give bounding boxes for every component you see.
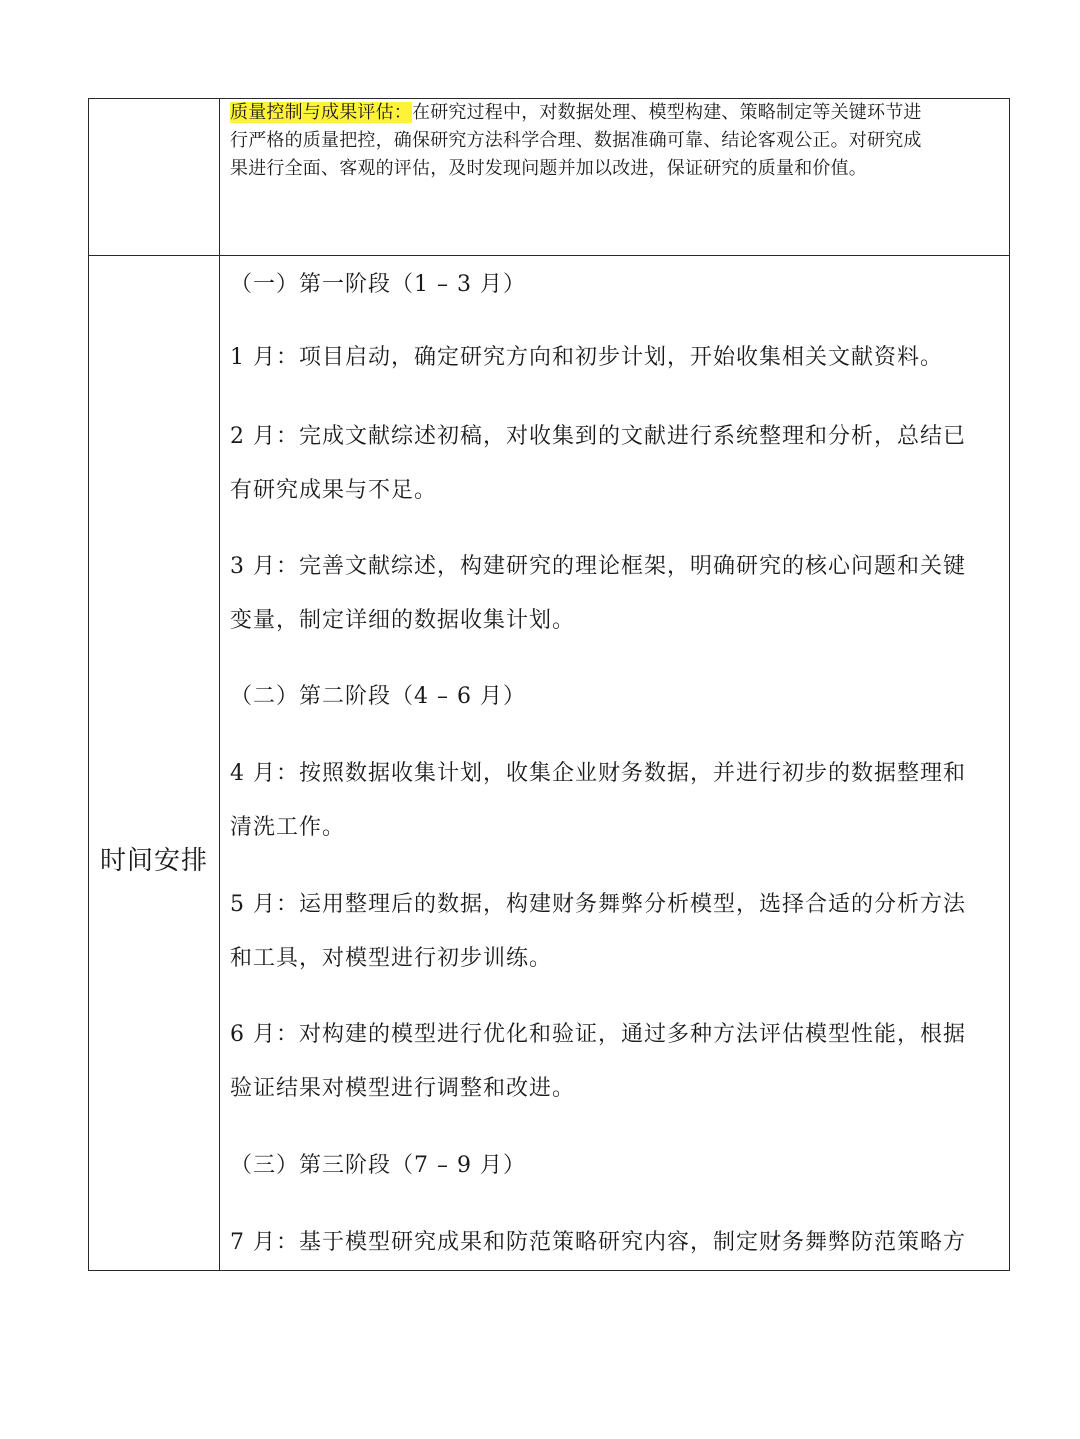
phase-3-heading: （三）第三阶段（7 – 9 月） (230, 1153, 526, 1178)
document-table (88, 98, 1010, 1271)
schedule-line: 2 月：完成文献综述初稿，对收集到的文献进行系统整理和分析，总结已 (230, 424, 966, 449)
quality-row (89, 99, 1009, 256)
schedule-content-cell (220, 256, 1009, 1270)
schedule-line: 4 月：按照数据收集计划，收集企业财务数据，并进行初步的数据整理和 (230, 761, 966, 786)
quality-text-line-2: 行严格的质量把控，确保研究方法科学合理、数据准确可靠、结论客观公正。对研究成 (230, 130, 922, 151)
schedule-label: 时间安排 (99, 846, 208, 876)
quality-label-cell (89, 99, 220, 255)
schedule-line: 清洗工作。 (230, 815, 346, 840)
quality-text-line-3: 果进行全面、客观的评估，及时发现问题并加以改进，保证研究的质量和价值。 (230, 158, 867, 179)
schedule-row (89, 256, 1009, 1270)
phase-1-heading: （一）第一阶段（1 – 3 月） (230, 272, 526, 297)
schedule-line: 6 月：对构建的模型进行优化和验证，通过多种方法评估模型性能，根据 (230, 1022, 966, 1047)
schedule-line: 3 月：完善文献综述，构建研究的理论框架，明确研究的核心问题和关键 (230, 554, 966, 579)
quality-heading: 质量控制与成果评估： (230, 102, 412, 123)
schedule-line: 1 月：项目启动，确定研究方向和初步计划，开始收集相关文献资料。 (230, 345, 943, 370)
quality-text-line-1: 在研究过程中，对数据处理、模型构建、策略制定等关键环节进 (412, 102, 922, 123)
schedule-line: 和工具，对模型进行初步训练。 (230, 946, 553, 971)
schedule-label-cell (89, 256, 220, 1270)
schedule-line: 5 月：运用整理后的数据，构建财务舞弊分析模型，选择合适的分析方法 (230, 892, 966, 917)
schedule-line: 变量，制定详细的数据收集计划。 (230, 608, 576, 633)
phase-2-heading: （二）第二阶段（4 – 6 月） (230, 684, 526, 709)
schedule-line: 7 月：基于模型研究成果和防范策略研究内容，制定财务舞弊防范策略方 (230, 1230, 966, 1255)
schedule-line: 验证结果对模型进行调整和改进。 (230, 1076, 576, 1101)
quality-paragraph (230, 99, 1001, 183)
quality-content-cell (220, 99, 1009, 255)
schedule-line: 有研究成果与不足。 (230, 478, 438, 503)
